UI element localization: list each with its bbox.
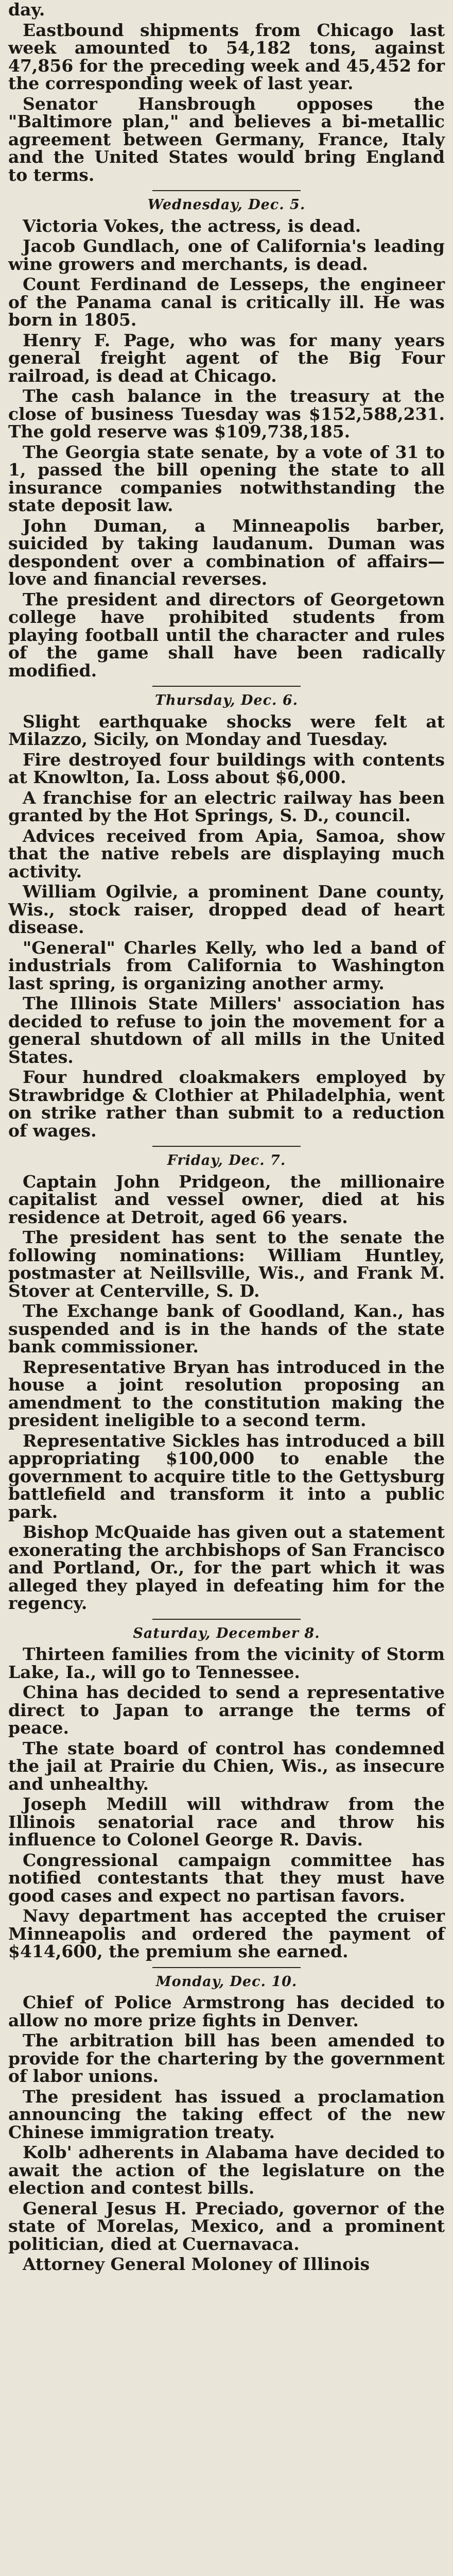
news-paragraph: General Jesus H. Preciado, governor of the state of Morelas, Mexico, and a prominent politician, died at Cuernavaca. [8,2198,445,2254]
news-paragraph: Thirteen families from the vicinity of Storm Lake, Ia., will go to Tennessee. [8,1644,445,1682]
news-paragraph: The state board of control has condemned the jail at Prairie du Chien, Wis., as insecure and unhealthy. [8,1738,445,1794]
news-paragraph: Captain John Pridgeon, the millionaire capitalist and vessel owner, died at his residence at Detroit, aged 66 years. [8,1171,445,1227]
news-section [8,1619,445,1961]
news-paragraph: Senator Hansbrough opposes the "Baltimore plan," and believes a bi-metallic agreement between Germany, France, Italy and the United States would bring England to terms. [8,93,445,185]
section-dateline: Friday, Dec. 7. [167,1153,286,1168]
news-column [8,0,445,2274]
news-paragraph: John Duman, a Minneapolis barber, suicided by taking laudanum. Duman was despondent over a combination of affairs—love and financial reverses. [8,515,445,589]
news-paragraph: The president and directors of Georgetown college have prohibited students from playing football until the character and rules of the game shall have been radically modified. [8,589,445,681]
news-paragraph: Fire destroyed four buildings with contents at Knowlton, Ia. Loss about $6,000. [8,749,445,787]
news-paragraph: "General" Charles Kelly, who led a band of industrials from California to Washington last spring, is organizing another army. [8,937,445,993]
news-paragraph: Chief of Police Armstrong has decided to allow no more prize fights in Denver. [8,1992,445,2030]
news-paragraph: The Georgia state senate, by a vote of 31 to 1, passed the bill opening the state to all insurance companies notwithstanding the state deposit law. [8,442,445,515]
news-paragraph: China has decided to send a representative direct to Japan to arrange the terms of peace. [8,1682,445,1738]
news-paragraph: The Illinois State Millers' association has decided to refuse to join the movement for a general shutdown of all mills in the United States. [8,993,445,1067]
news-paragraph: The cash balance in the treasury at the close of business Tuesday was $152,588,231. The gold reserve was $109,738,185. [8,386,445,442]
news-paragraph: Representative Bryan has introduced in the house a joint resolution proposing an amendment to the constitution making the president ineligible to a second term. [8,1357,445,1430]
section-divider [152,1146,301,1147]
news-paragraph: day. [8,0,45,20]
news-paragraph: Jacob Gundlach, one of California's leading wine growers and merchants, is dead. [8,236,445,274]
news-paragraph: Slight earthquake shocks were felt at Milazzo, Sicily, on Monday and Tuesday. [8,711,445,749]
news-paragraph: Joseph Medill will withdraw from the Illinois senatorial race and throw his influence to Colonel George R. Davis. [8,1794,445,1850]
news-section [8,1967,445,2274]
news-paragraph: A franchise for an electric railway has been granted by the Hot Springs, S. D., council. [8,787,445,825]
section-dateline: Thursday, Dec. 6. [154,692,299,708]
news-section [8,190,445,680]
news-paragraph: Bishop McQuaide has given out a statement exonerating the archbishops of San Francisco and Portland, Or., for the part which it was alleged they played in defeating him for the regency. [8,1522,445,1613]
news-paragraph: Henry F. Page, who was for many years general freight agent of the Big Four railroad, is dead at Chicago. [8,330,445,386]
news-paragraph: Representative Sickles has introduced a bill appropriating $100,000 to enable the government to acquire title to the Gettysburg battlefield and transform it into a public park. [8,1430,445,1522]
section-dateline: Saturday, December 8. [133,1625,320,1641]
news-section [8,1146,445,1613]
news-paragraph: Victoria Vokes, the actress, is dead. [23,215,361,236]
news-paragraph: Navy department has accepted the cruiser Minneapolis and ordered the payment of $414,600, the premium she earned. [8,1906,445,1961]
news-paragraph: Advices received from Apia, Samoa, show that the native rebels are displaying much activity. [8,825,445,882]
section-divider [152,1619,301,1620]
news-paragraph: Attorney General Moloney of Illinois [23,2254,370,2274]
section-dateline: Monday, Dec. 10. [155,1973,298,1990]
news-paragraph: Count Ferdinand de Lesseps, the engineer of the Panama canal is critically ill. He was born in 1805. [8,274,445,330]
news-paragraph: Four hundred cloakmakers employed by Strawbridge & Clothier at Philadelphia, went on strike rather than submit to a reduction of wages. [8,1067,445,1141]
section-divider [152,686,301,687]
section-dateline: Wednesday, Dec. 5. [147,197,306,213]
news-section [8,1,445,184]
section-divider [152,190,301,191]
news-paragraph: The president has issued a proclamation announcing the taking effect of the new Chinese immigration treaty. [8,2086,445,2142]
news-paragraph: Congressional campaign committee has notified contestants that they must have good cases and expect no partisan favors. [8,1850,445,1906]
news-paragraph: The arbitration bill has been amended to provide for the chartering by the government of labor unions. [8,2030,445,2086]
section-divider [152,1967,301,1968]
news-paragraph: Eastbound shipments from Chicago last week amounted to 54,182 tons, against 47,856 for the preceding week and 45,452 for the corresponding week of last year. [8,20,445,93]
news-paragraph: The Exchange bank of Goodland, Kan., has suspended and is in the hands of the state bank commissioner. [8,1301,445,1357]
news-paragraph: Kolb' adherents in Alabama have decided to await the action of the legislature on the election and contest bills. [8,2142,445,2198]
news-paragraph: The president has sent to the senate the following nominations: William Huntley, postmaster at Neillsville, Wis., and Frank M. Stover at Centerville, S. D. [8,1227,445,1301]
news-section [8,686,445,1140]
news-paragraph: William Ogilvie, a prominent Dane county, Wis., stock raiser, dropped dead of heart disease. [8,882,445,937]
